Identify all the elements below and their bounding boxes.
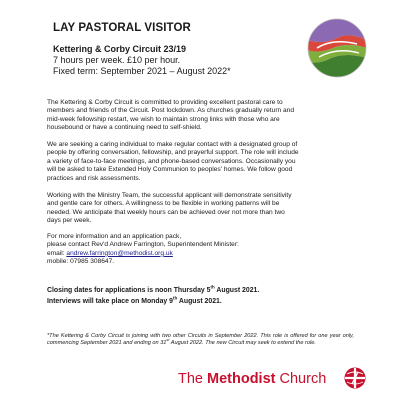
text-line: people by offering conversation, fellowship, and prayerful support. The role will include [47, 149, 299, 157]
intro-paragraph [47, 99, 354, 133]
footnote-text: *The Kettering & Corby Circuit is joining with two other Circuits in September 2022. This role is offered for one year only, commencing September 2021 and ending on 31 [47, 333, 354, 347]
email-label: email: [47, 249, 67, 257]
methodist-church-logotype [178, 371, 326, 387]
text-line: Working with the Ministry Team, the successful applicant will demonstrate sensitivity [47, 192, 292, 199]
text-line: and gentle care for others. A willingness to be flexible in working patterns will be [47, 200, 280, 208]
text-line: will be asked to take Extended Holy Communion to peoples' homes. We follow good [47, 166, 293, 174]
methodist-orb-cross-icon [344, 367, 366, 389]
requirements-paragraph [47, 192, 354, 226]
brand-the: The [178, 371, 208, 387]
footnote [47, 333, 354, 347]
contact-line: For more information and an application pack, [47, 233, 182, 240]
text-line: mid-week fellowship restart, we wish to maintain strong links with those who are [47, 115, 280, 123]
fixed-term: Fixed term: September 2021 – August 2022* [53, 66, 231, 76]
text-line: days per week. [47, 217, 92, 225]
text-line: housebound or have a continuing need to self-shield. [47, 124, 202, 132]
text-line: members and friends of the Circuit. Post lockdown. As churches gradually return and [47, 107, 295, 115]
text-line: a variety of face-to-face meetings, and phone-based conversations. Occasionally you [47, 157, 296, 165]
text-line: We are seeking a caring individual to make regular contact with a designated group of [47, 141, 298, 148]
email-link[interactable]: andrew.farrington@methodist.org.uk [66, 249, 173, 257]
interview-date-month: August 2021. [177, 298, 222, 305]
text-line: needed. We anticipate that weekly hours can be achieved over not more than two [47, 208, 285, 216]
closing-date-text: Closing dates for applications is noon Thursday 5 [47, 287, 211, 294]
role-description-paragraph [47, 141, 354, 183]
hours-and-pay: 7 hours per week. £10 per hour. [53, 55, 181, 65]
text-line: The Kettering & Corby Circuit is committed to providing excellent pastoral care to [47, 99, 283, 106]
interview-date-text: Interviews will take place on Monday 9 [47, 298, 173, 305]
brand-church: Church [275, 371, 327, 387]
ordinal-suffix: st [166, 338, 170, 343]
contact-line: please contact Rev'd Andrew Farrington, Superintendent Minister: [47, 241, 239, 249]
page-title: LAY PASTORAL VISITOR [53, 22, 191, 34]
mobile-line: mobile: 07985 308647. [47, 258, 115, 266]
ordinal-suffix: th [210, 284, 215, 290]
email-line [47, 250, 354, 258]
footnote-text-end: August 2022. The new Circuit may seek to extend the role. [169, 340, 316, 347]
brand-methodist: Methodist [207, 371, 276, 387]
ordinal-suffix: th [173, 295, 178, 301]
text-line: practices and risk assessments. [47, 174, 141, 182]
contact-block [47, 233, 354, 267]
closing-date [47, 284, 367, 296]
closing-date-month: August 2021. [214, 287, 260, 294]
circuit-logo-icon [307, 18, 367, 78]
interview-date [47, 295, 367, 307]
circuit-reference: Kettering & Corby Circuit 23/19 [53, 44, 187, 54]
